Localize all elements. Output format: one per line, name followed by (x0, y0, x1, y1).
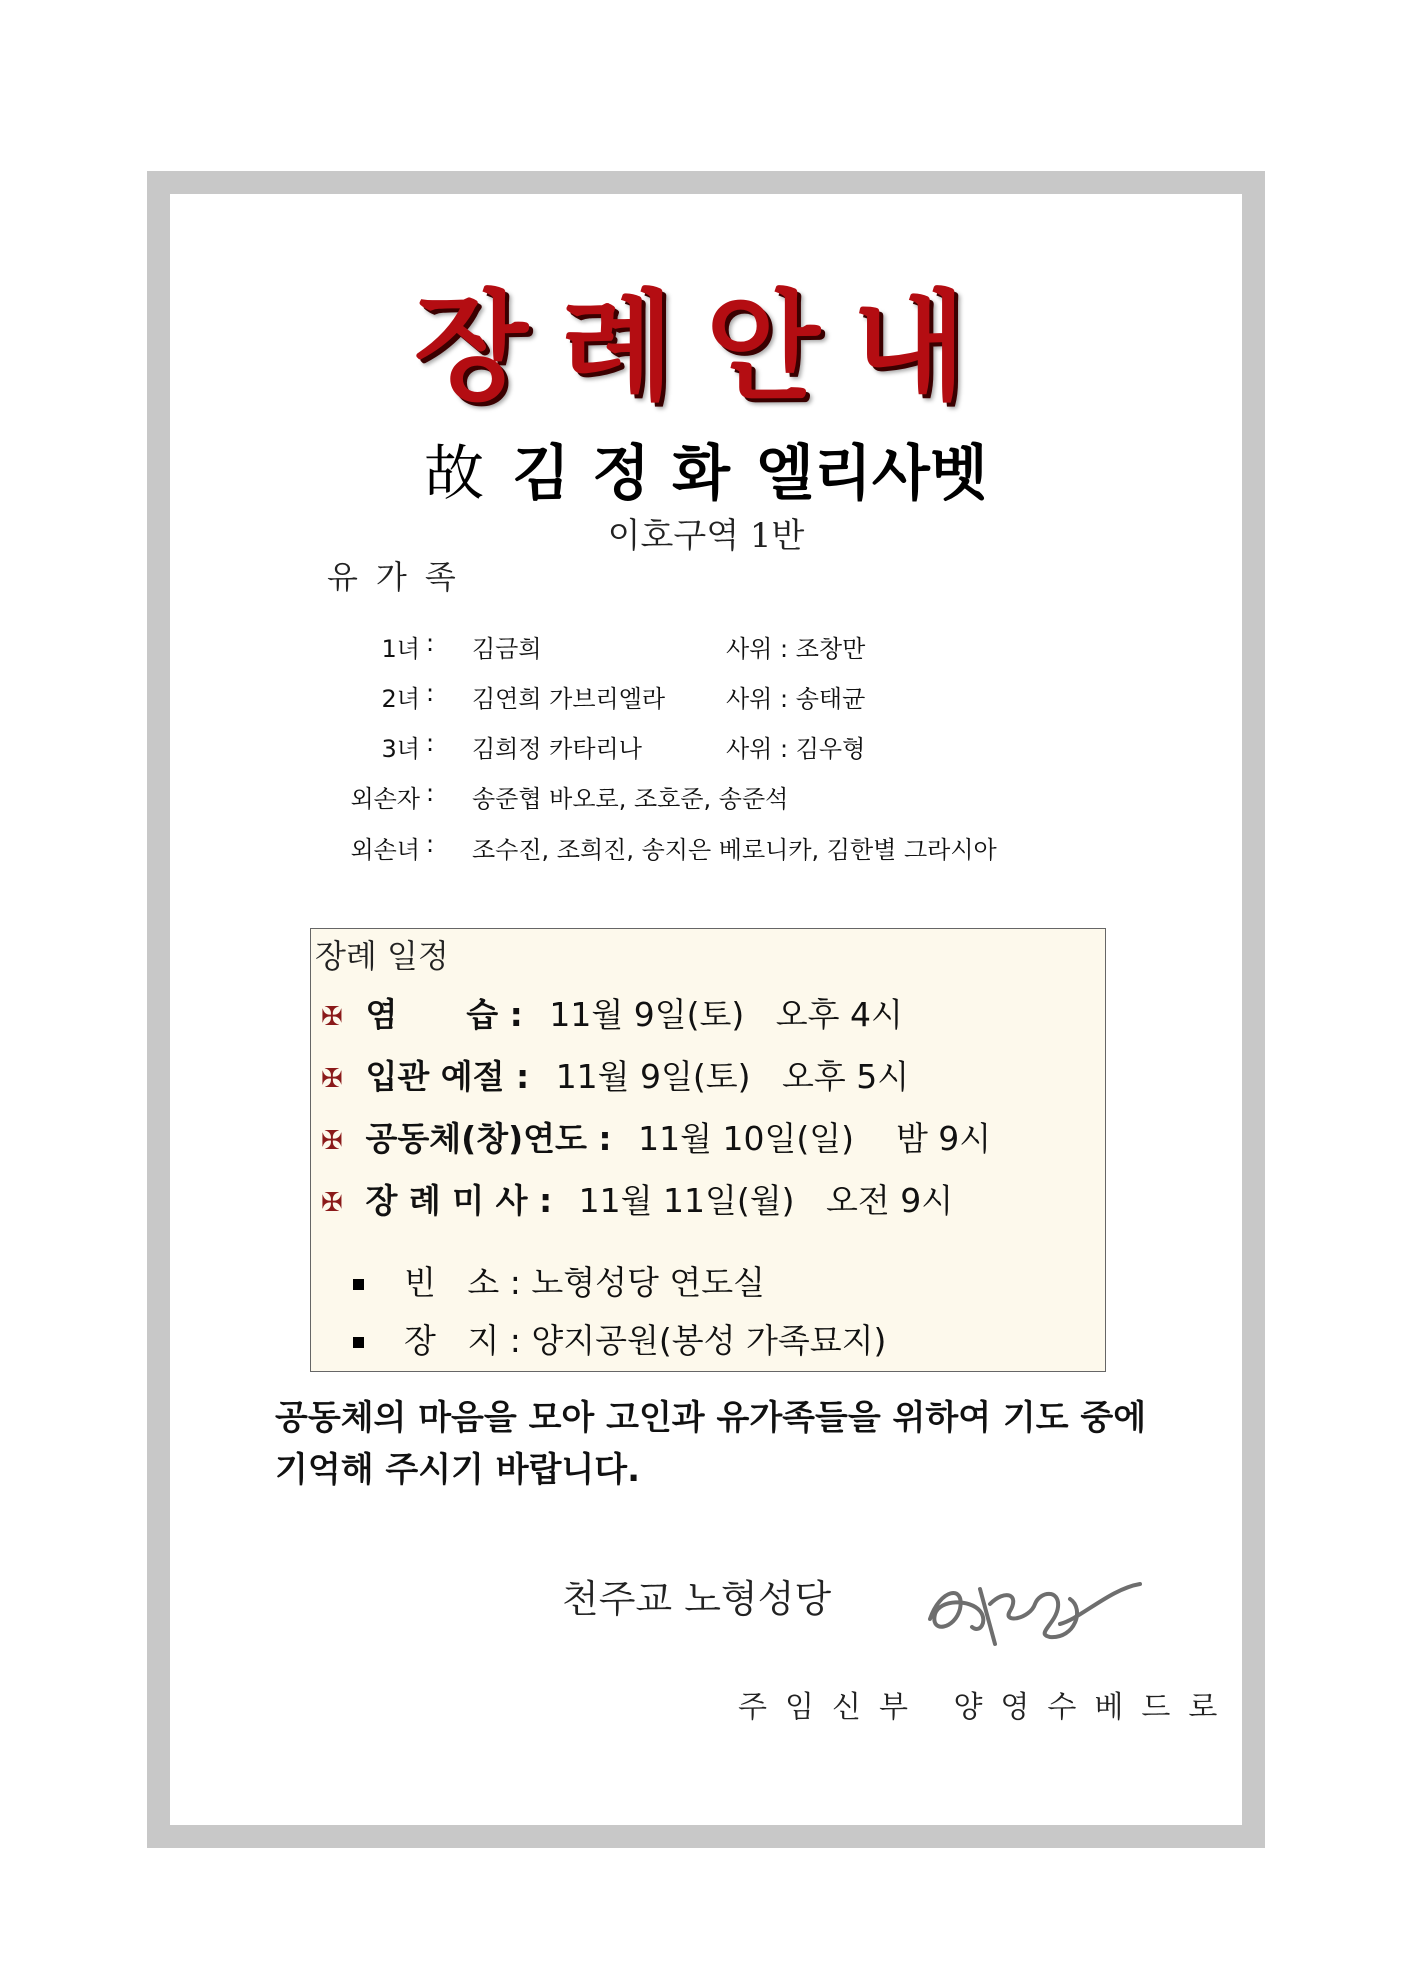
cross-icon: ✠ (321, 1001, 343, 1032)
family-colon: : (426, 779, 435, 807)
family-colon: : (426, 830, 435, 858)
venue-value: 노형성당 연도실 (531, 1263, 765, 1302)
square-bullet-icon (353, 1337, 364, 1348)
deceased-baptismal-name: 엘리사벳 (756, 439, 988, 509)
family-names: 김금희 (472, 635, 542, 663)
venue-label: 빈 소 : (404, 1263, 532, 1302)
family-relation: 2녀 (381, 685, 420, 713)
district-label: 이호구역 1반 (607, 516, 805, 556)
deceased-prefix: 故 (424, 439, 491, 509)
cross-icon: ✠ (321, 1063, 343, 1094)
schedule-item (321, 989, 903, 1036)
schedule-item-label: 장 례 미 사 : (365, 1181, 553, 1220)
schedule-title: 장례 일정 (315, 937, 449, 975)
church-name: 천주교 노형성당 (562, 1577, 832, 1621)
family-colon: : (426, 629, 435, 657)
cross-icon: ✠ (321, 1187, 343, 1218)
schedule-item (321, 1113, 991, 1160)
page-frame (147, 171, 1265, 1848)
schedule-item-label: 염 습 : (365, 995, 523, 1034)
schedule-item-time: 11월 10일(일) 밤 9시 (638, 1119, 992, 1158)
family-names: 김희정 카타리나 (472, 735, 642, 763)
schedule-item-time: 11월 11일(월) 오전 9시 (578, 1181, 954, 1220)
venue-label: 장 지 : (404, 1321, 532, 1360)
prayer-notice: 공동체의 마음을 모아 고인과 유가족들을 위하여 기도 중에 기억해 주시기 바랍니다. (275, 1398, 1147, 1490)
square-bullet-icon (353, 1279, 364, 1290)
page-title: 장례안내 (414, 278, 998, 416)
family-spouse: 사위 : 송태균 (726, 685, 866, 713)
family-colon: : (426, 729, 435, 757)
family-names: 조수진, 조희진, 송지은 베로니카, 김한별 그라시아 (472, 836, 997, 864)
family-relation: 외손녀 (350, 836, 420, 864)
venue-item (353, 1257, 765, 1304)
deceased-name-line (170, 426, 1242, 512)
family-heading: 유가족 (327, 558, 474, 596)
priest-name: 주임신부 양영수베드로 (738, 1690, 1236, 1725)
schedule-item-time: 11월 9일(토) 오후 4시 (549, 995, 903, 1034)
family-spouse: 사위 : 김우형 (726, 735, 866, 763)
family-colon: : (426, 679, 435, 707)
schedule-box (310, 928, 1106, 1372)
family-relation: 3녀 (381, 735, 420, 763)
family-spouse: 사위 : 조창만 (726, 635, 866, 663)
venue-value: 양지공원(봉성 가족묘지) (531, 1321, 887, 1360)
family-relation: 1녀 (381, 635, 420, 663)
signature-image (910, 1549, 1150, 1659)
schedule-item-label: 공동체(창)연도 : (365, 1119, 612, 1158)
deceased-name: 김정화 (512, 439, 753, 509)
cross-icon: ✠ (321, 1125, 343, 1156)
schedule-item-label: 입관 예절 : (365, 1057, 530, 1096)
family-names: 김연희 가브리엘라 (472, 685, 666, 713)
schedule-item (321, 1175, 953, 1222)
schedule-item-time: 11월 9일(토) 오후 5시 (555, 1057, 910, 1096)
family-relation: 외손자 (350, 785, 420, 813)
schedule-item (321, 1051, 909, 1098)
family-names: 송준협 바오로, 조호준, 송준석 (472, 785, 789, 813)
notice-paper (170, 194, 1242, 1825)
venue-item (353, 1315, 886, 1362)
